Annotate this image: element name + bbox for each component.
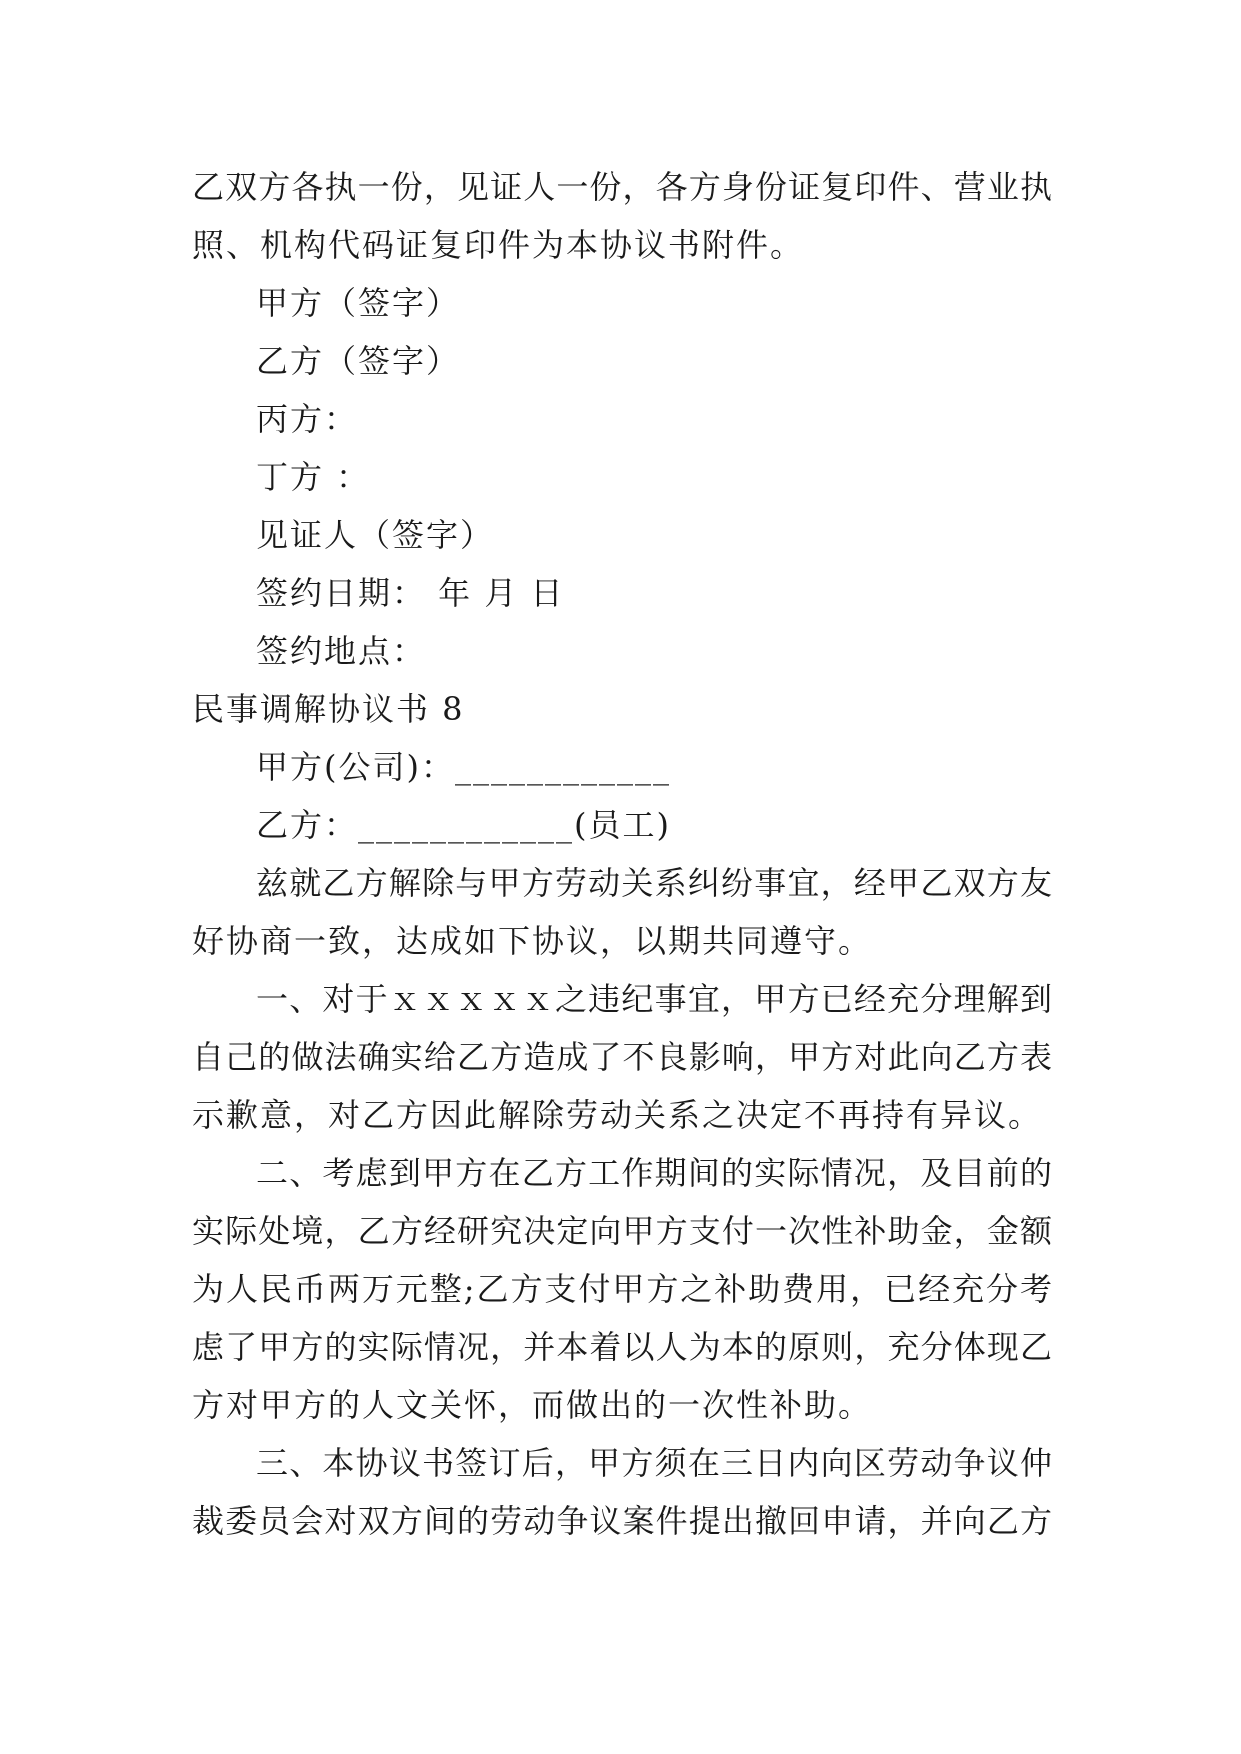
paragraph-line: 乙双方各执一份，见证人一份，各方身份证复印件、营业执 <box>192 168 1052 206</box>
paragraph-line: 示歉意，对乙方因此解除劳动关系之决定不再持有异议。 <box>192 1096 1043 1134</box>
paragraph-line: 实际处境，乙方经研究决定向甲方支付一次性补助金，金额 <box>192 1212 1052 1250</box>
signature-party-a: 甲方（签字） <box>256 284 461 322</box>
paragraph-line: 裁委员会对双方间的劳动争议案件提出撤回申请，并向乙方 <box>192 1502 1052 1540</box>
party-b-field: 乙方：____________(员工) <box>256 806 671 844</box>
paragraph-line: 兹就乙方解除与甲方劳动关系纠纷事宜，经甲乙双方友 <box>256 864 1052 902</box>
paragraph-line: 好协商一致，达成如下协议，以期共同遵守。 <box>192 922 873 960</box>
signature-party-d: 丁方 ： <box>256 458 371 496</box>
signing-place: 签约地点： <box>256 632 427 670</box>
signature-party-b: 乙方（签字） <box>256 342 461 380</box>
paragraph-line: 虑了甲方的实际情况，并本着以人为本的原则，充分体现乙 <box>192 1328 1052 1366</box>
signature-witness: 见证人（签字） <box>256 516 495 554</box>
paragraph-line: 自己的做法确实给乙方造成了不良影响，甲方对此向乙方表 <box>192 1038 1052 1076</box>
paragraph-line: 方对甲方的人文关怀，而做出的一次性补助。 <box>192 1386 873 1424</box>
party-a-field: 甲方(公司)：____________ <box>256 748 671 786</box>
section-title: 民事调解协议书 8 <box>192 690 465 728</box>
paragraph-line: 三、本协议书签订后，甲方须在三日内向区劳动争议仲 <box>256 1444 1052 1482</box>
signature-party-c: 丙方： <box>256 400 359 438</box>
signing-date: 签约日期： 年 月 日 <box>256 574 565 612</box>
paragraph-line: 照、机构代码证复印件为本协议书附件。 <box>192 226 805 264</box>
paragraph-line: 一、对于ｘｘｘｘｘ之违纪事宜，甲方已经充分理解到 <box>256 980 1052 1018</box>
paragraph-line: 二、考虑到甲方在乙方工作期间的实际情况，及目前的 <box>256 1154 1052 1192</box>
paragraph-line: 为人民币两万元整;乙方支付甲方之补助费用，已经充分考 <box>192 1270 1052 1308</box>
